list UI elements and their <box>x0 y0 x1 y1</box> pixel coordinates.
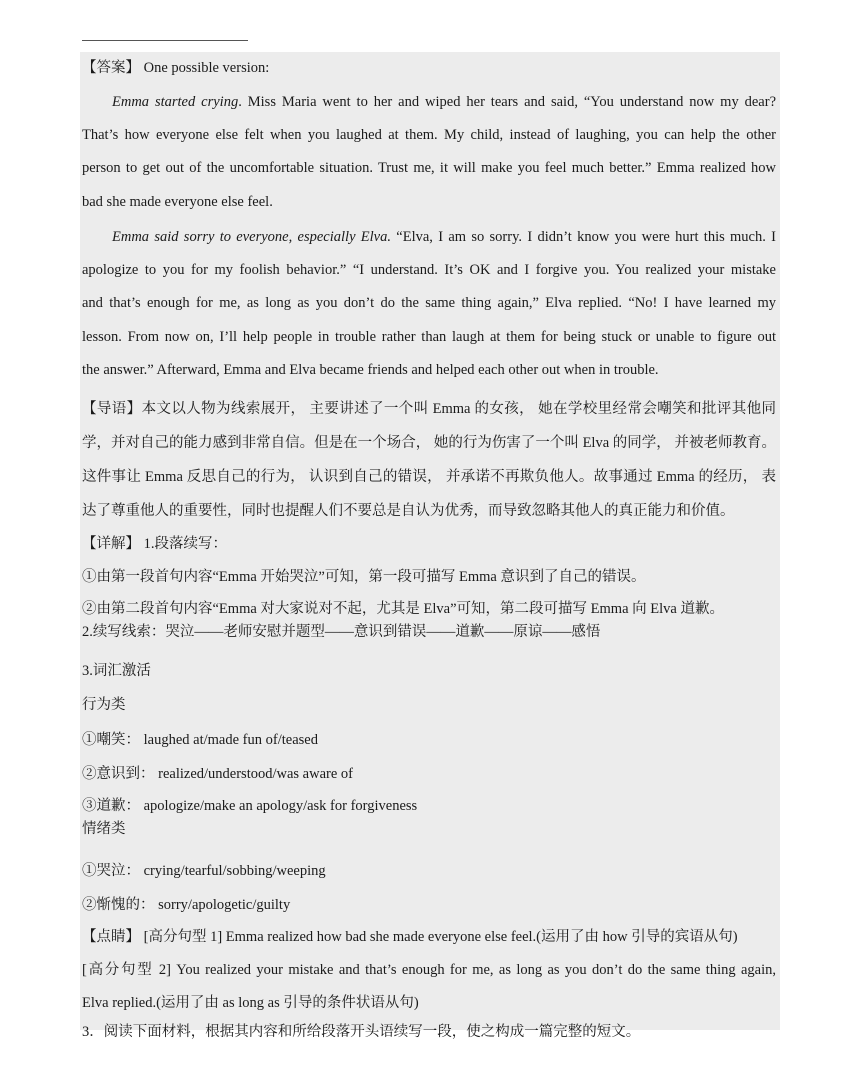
detail-item1: ①由第一段首句内容“Emma 开始哭泣”可知，第一段可描写 Emma 意识到了自己的错误。 <box>82 569 646 585</box>
answer-p2-line3: and that’s enough for me, as long as you don’t do the same thing again,” Elva replied. “No! I have learned my <box>82 295 776 311</box>
answer-p1-line1 <box>112 92 776 112</box>
answer-p2-line1 <box>112 227 776 247</box>
guide-line4: 达了尊重他人的重要性，同时也提醒人们不要总是自认为优秀，而导致忽略其他人的真正能力和价值。 <box>82 503 735 519</box>
highlight-line2: [高分句型 2] You realized your mistake and that’s enough for me, as long as you don’t do the same thing again, <box>82 962 776 978</box>
detail-heading: 【详解】 1.段落续写： <box>82 536 227 552</box>
next-question: 3．阅读下面材料，根据其内容和所给段落开头语续写一段，使之构成一篇完整的短文。 <box>82 1024 641 1040</box>
p2-opening: Emma said sorry to everyone, especially Elva. <box>112 229 391 245</box>
guide-line2: 学，并对自己的能力感到非常自信。但是在一个场合， 她的行为伤害了一个叫 Elva 的同学， 并被老师教育。 <box>82 435 776 451</box>
p2-line1-rest: “Elva, I am so sorry. I didn’t know you were hurt this much. I <box>391 229 776 245</box>
answer-p1-line4: bad she made everyone else feel. <box>82 194 273 210</box>
action-item2: ②意识到： realized/understood/was aware of <box>82 766 353 782</box>
answer-p1-line2: That’s how everyone else felt when you laughed at them. My child, instead of laughing, you can help the other <box>82 127 776 143</box>
answer-heading <box>82 58 269 78</box>
answer-p1-line3: person to get out of the uncomfortable situation. Trust me, it will make you feel much better.” Emma realized how <box>82 160 776 176</box>
p1-opening: Emma started crying <box>112 94 239 110</box>
action-item3: ③道歉： apologize/make an apology/ask for forgiveness <box>82 798 418 814</box>
detail-clue: 2.续写线索：哭泣——老师安慰并题型——意识到错误——道歉——原谅——感悟 <box>82 624 601 640</box>
answer-label: 【答案】 <box>82 60 140 76</box>
highlight-line3: Elva replied.(运用了由 as long as 引导的条件状语从句) <box>82 995 419 1011</box>
guide-line3: 这件事让 Emma 反思自己的行为， 认识到自己的错误， 并承诺不再欺负他人。故事通过 Emma 的经历， 表 <box>82 469 776 485</box>
p1-line1-rest: . Miss Maria went to her and wiped her tears and said, “You understand now my dear? <box>238 94 776 110</box>
answer-p2-line5: the answer.” Afterward, Emma and Elva became friends and helped each other out when in trouble. <box>82 362 659 378</box>
answer-intro: One possible version: <box>140 60 270 76</box>
answer-p2-line4: lesson. From now on, I’ll help people in trouble rather than laugh at them for being stuck or unable to figure out <box>82 329 776 345</box>
highlight-line1: 【点睛】 [高分句型 1] Emma realized how bad she made everyone else feel.(运用了由 how 引导的宾语从句) <box>82 929 738 945</box>
emotion-heading: 情绪类 <box>82 821 126 837</box>
detail-item2: ②由第二段首句内容“Emma 对大家说对不起，尤其是 Elva”可知，第二段可描写 Emma 向 Elva 道歉。 <box>82 601 724 617</box>
action-item1: ①嘲笑： laughed at/made fun of/teased <box>82 732 318 748</box>
header-rule <box>82 40 248 41</box>
emotion-item1: ①哭泣： crying/tearful/sobbing/weeping <box>82 863 326 879</box>
vocab-heading: 3.词汇激活 <box>82 663 151 679</box>
emotion-item2: ②惭愧的： sorry/apologetic/guilty <box>82 897 291 913</box>
answer-p2-line2: apologize to you for my foolish behavior.” “I understand. It’s OK and I forgive you. You realized your mistake <box>82 262 776 278</box>
action-heading: 行为类 <box>82 697 126 713</box>
guide-line1: 【导语】本文以人物为线索展开， 主要讲述了一个叫 Emma 的女孩， 她在学校里经常会嘲笑和批评其他同 <box>82 401 776 417</box>
